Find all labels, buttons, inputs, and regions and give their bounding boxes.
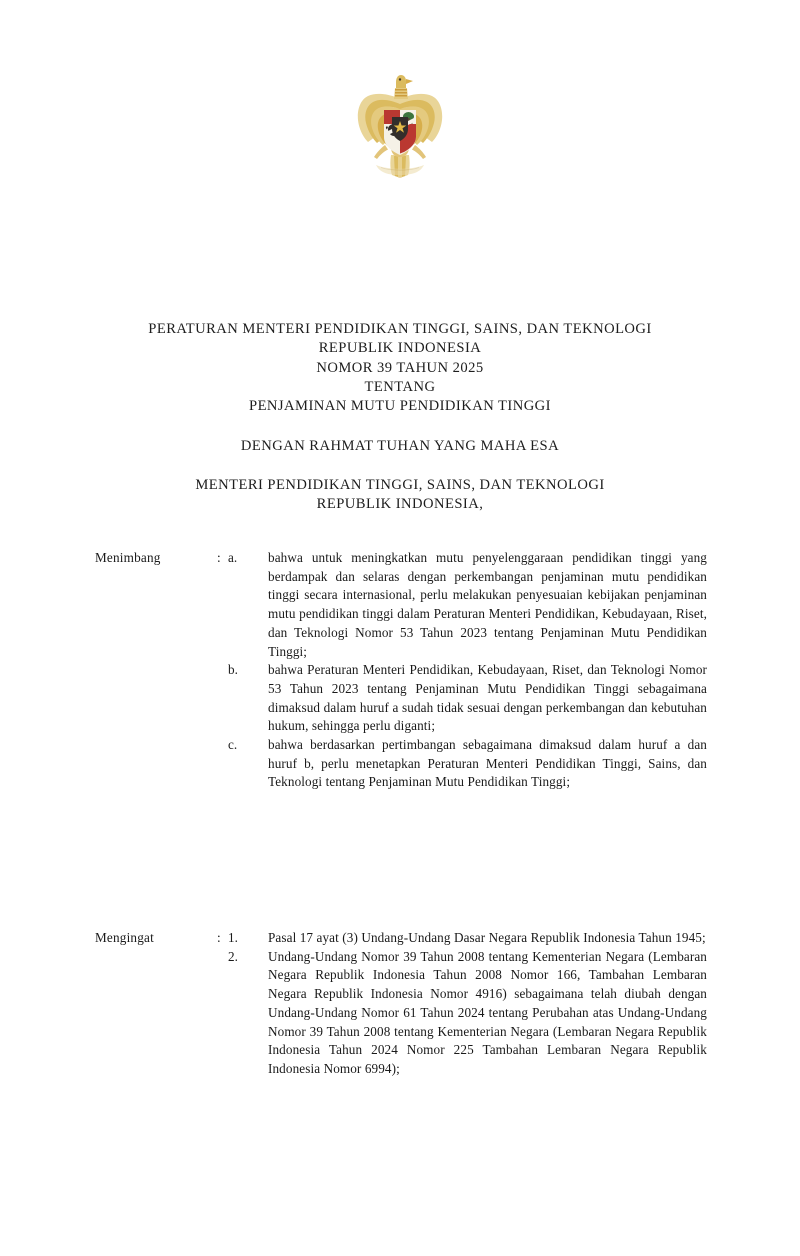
garuda-pancasila-emblem xyxy=(348,62,452,186)
clause-marker: a. xyxy=(228,550,238,565)
decree-heading-block xyxy=(60,437,740,514)
menimbang-items xyxy=(228,549,707,792)
title-line-number: NOMOR 39 TAHUN 2025 xyxy=(316,359,484,376)
decree-line-minister: MENTERI PENDIDIKAN TINGGI, SAINS, DAN TEKNOLOGI xyxy=(195,476,605,493)
menimbang-clause-a xyxy=(228,549,707,661)
title-line-tentang: TENTANG xyxy=(364,378,436,395)
mengingat-items xyxy=(228,929,707,1079)
clause-text: bahwa berdasarkan pertimbangan sebagaimana dimaksud dalam huruf a dan huruf b, perlu menetapkan Peraturan Menteri Pendidikan Tinggi, Sains, dan Teknologi tentang Penjaminan Mutu Pendidikan Tinggi; xyxy=(268,737,707,790)
clause-marker: 2. xyxy=(228,948,238,964)
title-line-1: PERATURAN MENTERI PENDIDIKAN TINGGI, SAINS, DAN TEKNOLOGI xyxy=(148,321,652,337)
clause-text: bahwa untuk meningkatkan mutu penyelenggaraan pendidikan tinggi yang berdampak dan selaras dengan perkembangan penjaminan mutu pendidikan tinggi secara internasional, perlu melakukan penyesuaian kebijakan penjaminan mutu pendidikan tinggi dalam Peraturan Menteri Pendidikan, Kebudayaan, Riset, dan Teknologi Nomor 53 Tahun 2023 tentang Penjaminan Mutu Pendidikan Tinggi; xyxy=(268,550,707,659)
mengingat-clause-2 xyxy=(228,948,707,1079)
document-title-block xyxy=(60,320,740,416)
section-menimbang xyxy=(95,549,707,792)
mengingat-label: Mengingat xyxy=(95,930,154,945)
clause-marker: c. xyxy=(228,737,238,753)
section-mengingat xyxy=(95,929,707,1079)
clause-text: bahwa Peraturan Menteri Pendidikan, Kebudayaan, Riset, dan Teknologi Nomor 53 Tahun 2023 tentang Penjaminan Mutu Pendidikan Tinggi sebagaimana dimaksud dalam huruf a sudah tidak sesuai dengan perkembangan dan kebutuhan hukum, sehingga perlu diganti; xyxy=(268,662,707,734)
menimbang-clause-b xyxy=(228,661,707,736)
mengingat-row xyxy=(95,929,707,1079)
menimbang-label: Menimbang xyxy=(95,550,161,565)
emblem-container xyxy=(0,62,800,191)
title-line-2: REPUBLIK INDONESIA xyxy=(318,340,482,357)
decree-line-rahmat: DENGAN RAHMAT TUHAN YANG MAHA ESA xyxy=(240,438,560,454)
decree-spacer xyxy=(60,456,740,475)
menimbang-colon: : xyxy=(217,550,221,565)
title-line-subject: PENJAMINAN MUTU PENDIDIKAN TINGGI xyxy=(249,398,551,415)
mengingat-colon: : xyxy=(217,930,221,945)
clause-text: Pasal 17 ayat (3) Undang-Undang Dasar Negara Republik Indonesia Tahun 1945; xyxy=(268,930,706,945)
mengingat-clause-1 xyxy=(228,929,707,948)
clause-marker: 1. xyxy=(228,930,238,945)
menimbang-row xyxy=(95,549,707,792)
menimbang-clause-c xyxy=(228,736,707,792)
clause-text: Undang-Undang Nomor 39 Tahun 2008 tentang Kementerian Negara (Lembaran Negara Republik Indonesia Tahun 2008 Nomor 166, Tambahan Lembaran Negara Republik Indonesia Nomor 4916) sebagaimana telah diubah dengan Undang-Undang Nomor 61 Tahun 2024 tentang Perubahan atas Undang-Undang Nomor 39 Tahun 2008 tentang Kementerian Negara (Lembaran Negara Republik Indonesia Tahun 2024 Nomor 225 Tambahan Lembaran Negara Republik Indonesia Nomor 6994); xyxy=(268,948,707,1076)
clause-marker: b. xyxy=(228,662,238,678)
decree-line-republic: REPUBLIK INDONESIA, xyxy=(316,495,484,512)
